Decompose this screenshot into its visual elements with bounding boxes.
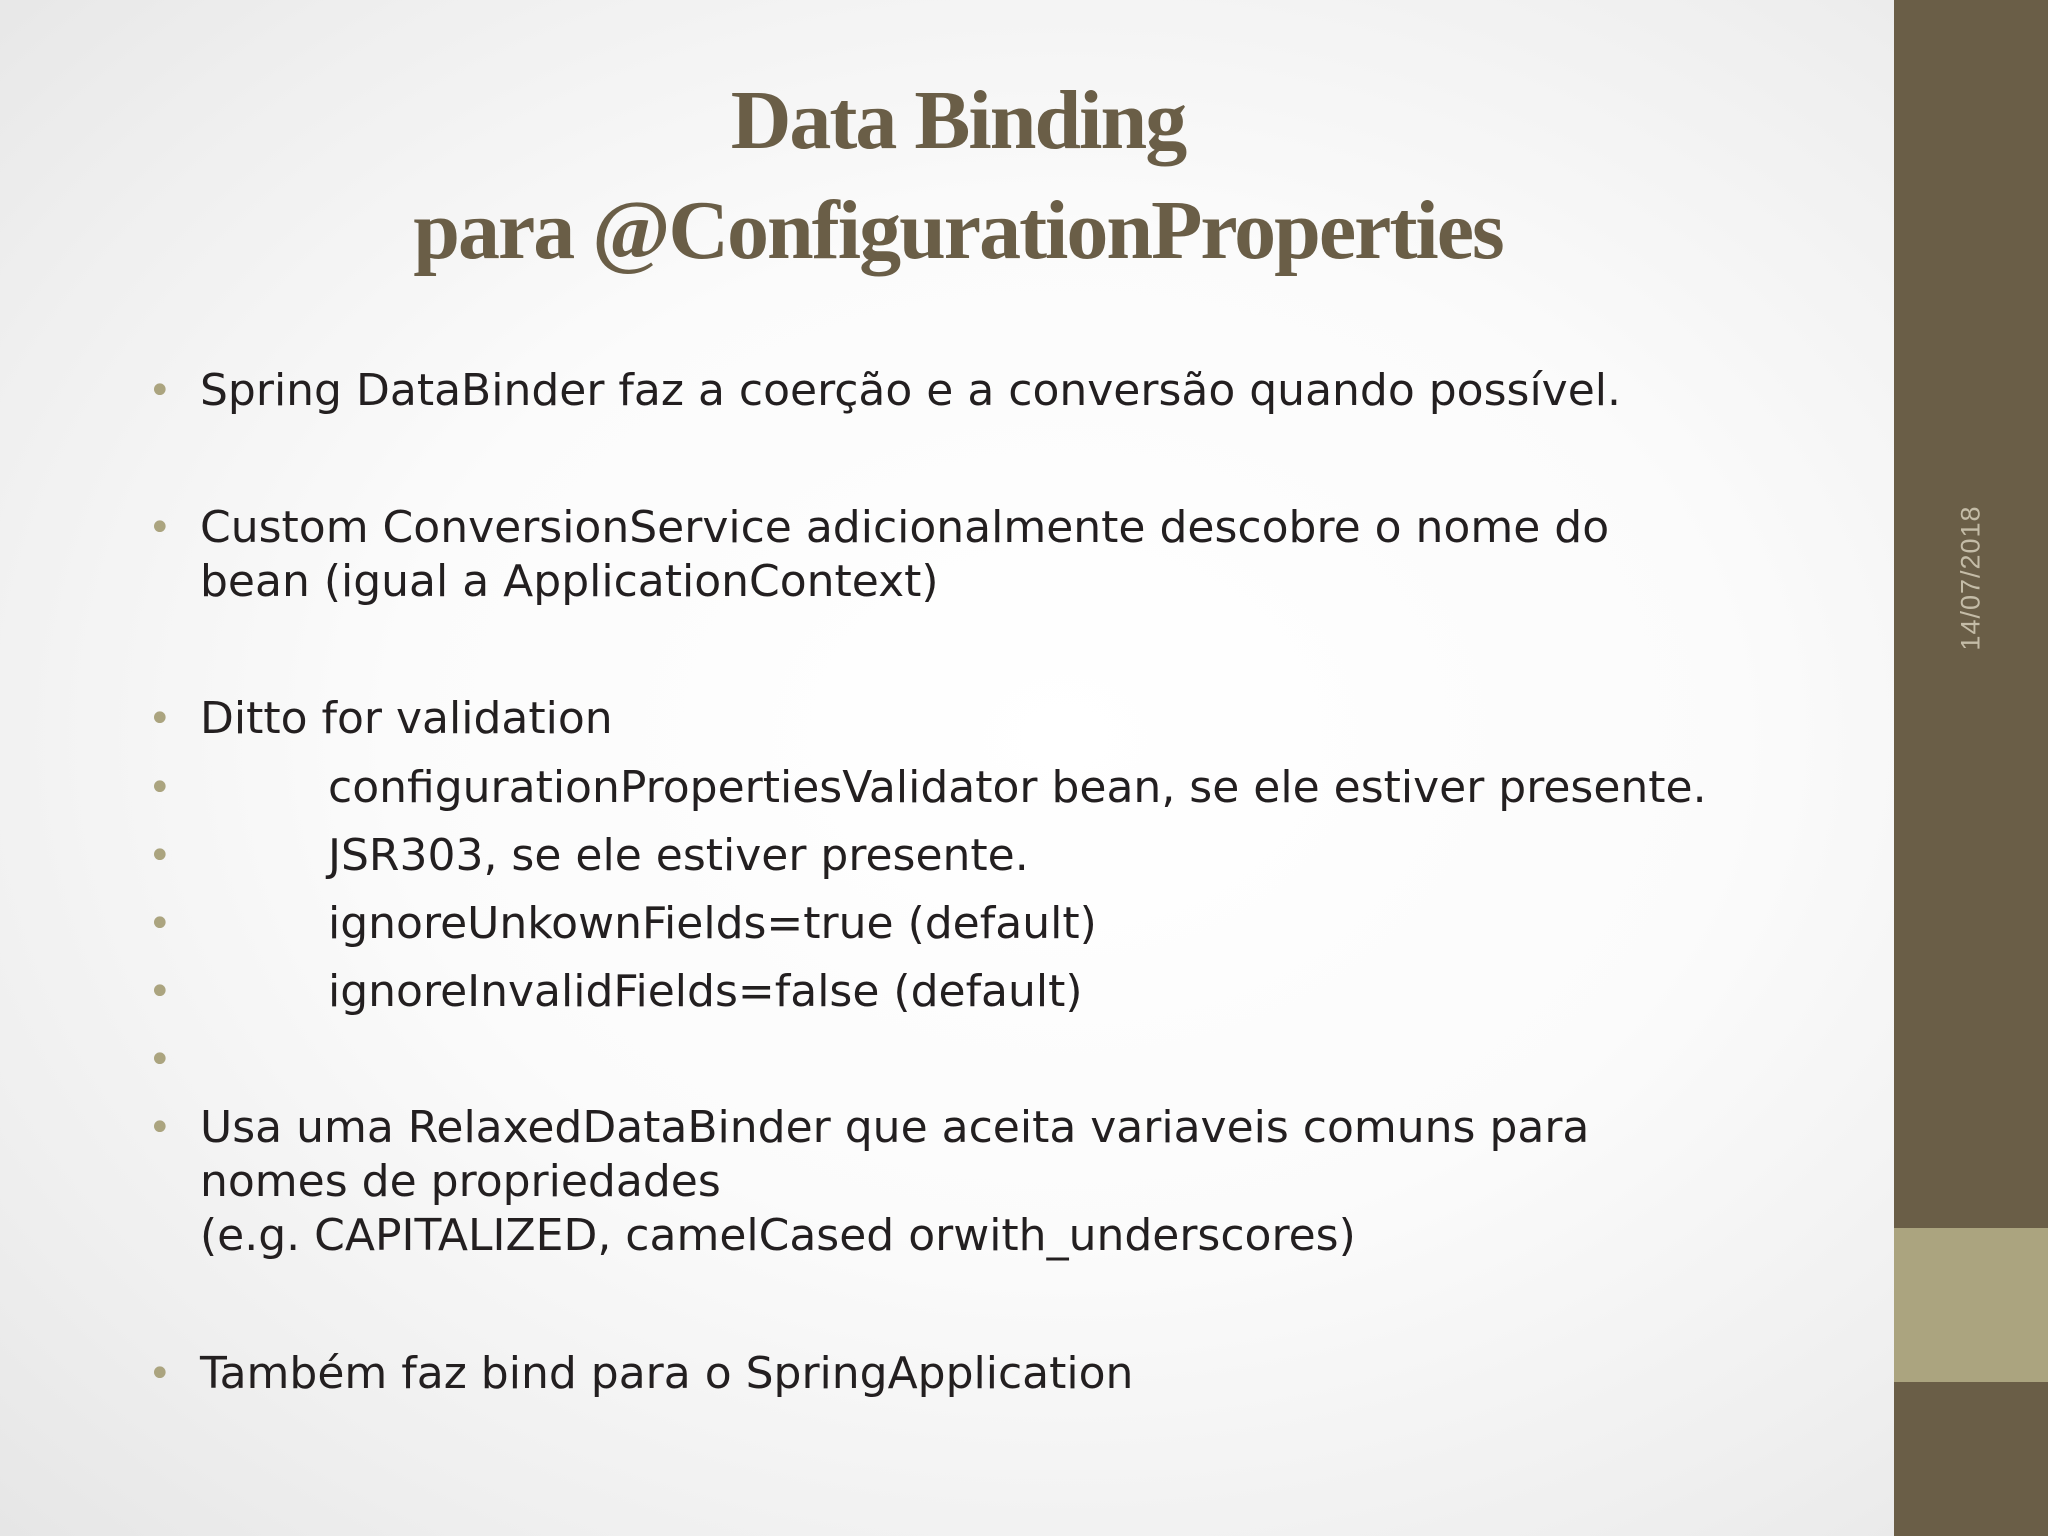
sidebar-band [1894, 0, 2048, 1536]
slide-date: 14/07/2018 [1955, 505, 1986, 651]
bullet-text: JSR303, se ele estiver presente. [328, 830, 1029, 881]
bullet-dot-icon: • [148, 505, 172, 551]
bullet-text: Custom ConversionService adicionalmente descobre o nome do bean (igual a ApplicationContext) [200, 502, 1610, 607]
bullet-dot-icon: • [148, 1105, 172, 1151]
bullet-dot-icon: • [148, 765, 172, 811]
sidebar-accent-block [1894, 1228, 2048, 1382]
bullet-text: Ditto for validation [200, 693, 613, 744]
bullet-text: Também faz bind para o SpringApplication [200, 1348, 1134, 1399]
slide-title-line-1: Data Binding [730, 74, 1186, 167]
bullet-dot-icon: • [148, 1351, 172, 1397]
bullet-dot-icon: • [148, 833, 172, 879]
bullet-text: Usa uma RelaxedDataBinder que aceita variaveis comuns para nomes de propriedades (e.g. CAPITALIZED, camelCased orwith_underscores) [200, 1102, 1590, 1261]
bullet-text: ignoreInvalidFields=false (default) [328, 966, 1083, 1017]
bullet-dot-icon: • [148, 901, 172, 947]
bullet-text: configurationPropertiesValidator bean, se ele estiver presente. [328, 762, 1707, 813]
slide-title-line-2: para @ConfigurationProperties [413, 184, 1503, 277]
bullet-dot-icon: • [148, 368, 172, 414]
bullet-text: ignoreUnkownFields=true (default) [328, 898, 1097, 949]
bullet-dot-icon: • [148, 696, 172, 742]
bullet-text: Spring DataBinder faz a coerção e a conversão quando possível. [200, 365, 1621, 416]
bullet-dot-icon: • [148, 1037, 172, 1083]
bullet-dot-icon: • [148, 969, 172, 1015]
